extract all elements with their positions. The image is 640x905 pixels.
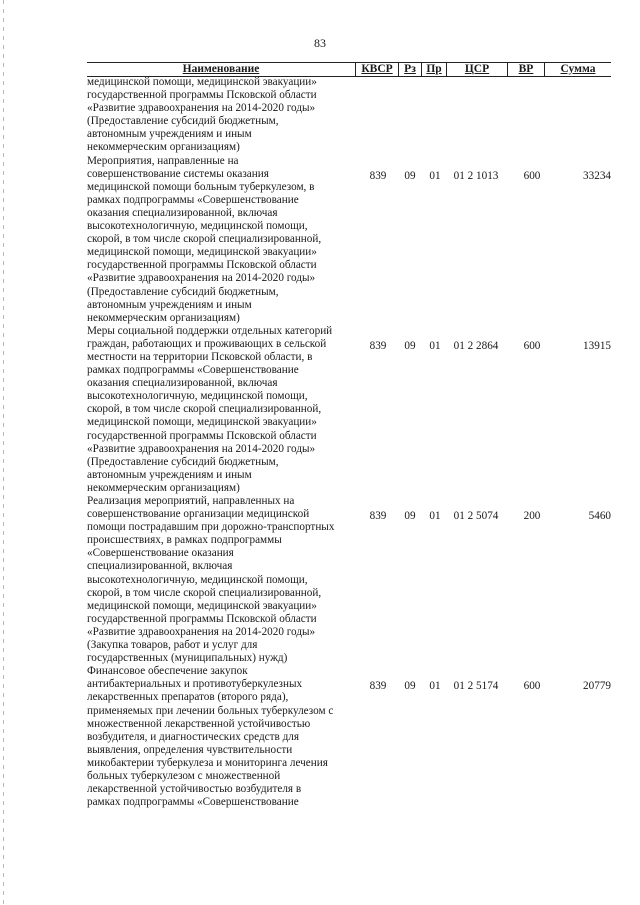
row-csr: 01 2 1013 (453, 169, 499, 182)
row-csr: 01 2 2864 (453, 339, 499, 352)
row-rz: 09 (404, 169, 416, 182)
table-row (87, 76, 611, 155)
row-pr: 01 (429, 680, 441, 693)
row-csr: 01 2 5074 (453, 510, 499, 522)
row-vr: 600 (523, 680, 541, 693)
table-row (87, 325, 611, 495)
row-rz: 09 (404, 680, 416, 693)
row-name: медицинской помощи, медицинской эвакуации» государственной программы Псковской области «Развитие здравоохранения на 2014-2020 годы» (Предоставление субсидий бюджетным, автономным учреждениям и иным некоммерческим организациям) (87, 76, 317, 154)
header-csr: ЦСР (464, 63, 490, 75)
row-sum: 20779 (583, 680, 611, 693)
header-kvsr: КВСР (361, 63, 393, 75)
table-header (87, 62, 611, 77)
table-row (87, 155, 611, 325)
row-csr: 01 2 5174 (453, 680, 499, 693)
row-rz: 09 (404, 510, 416, 522)
row-pr: 01 (429, 169, 441, 182)
row-sum: 33234 (583, 169, 611, 182)
row-name: Реализация мероприятий, направленных на совершенствование организации медицинской помощи пострадавшим при дорожно-транспортных происшествиях, в рамках подпрограммы «Совершенствование оказания специализированной, включая высокотехнологичную, медицинской помощи, скорой, в том числе скорой специализированной, медицинской помощи, медицинской эвакуации» государственной программы Псковской области «Развитие здравоохранения на 2014-2020 годы» (Закупка товаров, работ и услуг для государственных (муниципальных) нужд) (87, 495, 335, 665)
row-kvsr: 839 (369, 169, 387, 182)
row-kvsr: 839 (369, 339, 387, 352)
table-row (87, 495, 611, 665)
row-kvsr: 839 (369, 680, 387, 693)
row-rz: 09 (404, 339, 416, 352)
header-name: Наименование (182, 63, 260, 75)
row-kvsr: 839 (369, 510, 387, 522)
row-name: Меры социальной поддержки отдельных категорий граждан, работающих и проживающих в сельской местности на территории Псковской области, в рамках подпрограммы «Совершенствование оказания специализированной, включая высокотехнологичную, медицинской помощи, скорой, в том числе скорой специализированной, медицинской помощи, медицинской эвакуации» государственной программы Псковской области «Развитие здравоохранения на 2014-2020 годы» (Предоставление субсидий бюджетным, автономным учреждениям и иным некоммерческим организациям) (87, 324, 333, 494)
row-pr: 01 (429, 339, 441, 352)
row-name: Мероприятия, направленные на совершенствование системы оказания медицинской помощи больным туберкулезом, в рамках подпрограммы «Совершенствование оказания специализированной, включая высокотехнологичную, медицинской помощи, скорой, в том числе скорой специализированной, медицинской помощи, медицинской эвакуации» государственной программы Псковской области «Развитие здравоохранения на 2014-2020 годы» (Предоставление субсидий бюджетным, автономным учреждениям и иным некоммерческим организациям) (87, 154, 322, 324)
row-sum: 13915 (583, 339, 611, 352)
row-pr: 01 (429, 510, 441, 522)
table-body (87, 76, 611, 809)
row-vr: 600 (523, 339, 541, 352)
row-sum: 5460 (588, 510, 611, 522)
scan-edge-mark (3, 0, 4, 905)
header-sum: Сумма (560, 63, 596, 75)
row-vr: 600 (523, 169, 541, 182)
page-number: 83 (314, 36, 326, 50)
row-vr: 200 (523, 510, 541, 522)
header-rz: Рз (404, 63, 416, 75)
table-row (87, 665, 611, 809)
row-name: Финансовое обеспечение закупок антибактериальных и противотуберкулезных лекарственных препаратов (второго ряда), применяемых при лечении больных туберкулезом с множественной лекарственной устойчивостью возбудителя, и диагностических средств для выявления, определения чувствительности микобактерии туберкулеза и мониторинга лечения больных туберкулезом с множественной лекарственной устойчивостью возбудителя в рамках подпрограммы «Совершенствование (87, 665, 334, 809)
header-vr: ВР (518, 63, 534, 75)
header-pr: Пр (426, 63, 442, 75)
